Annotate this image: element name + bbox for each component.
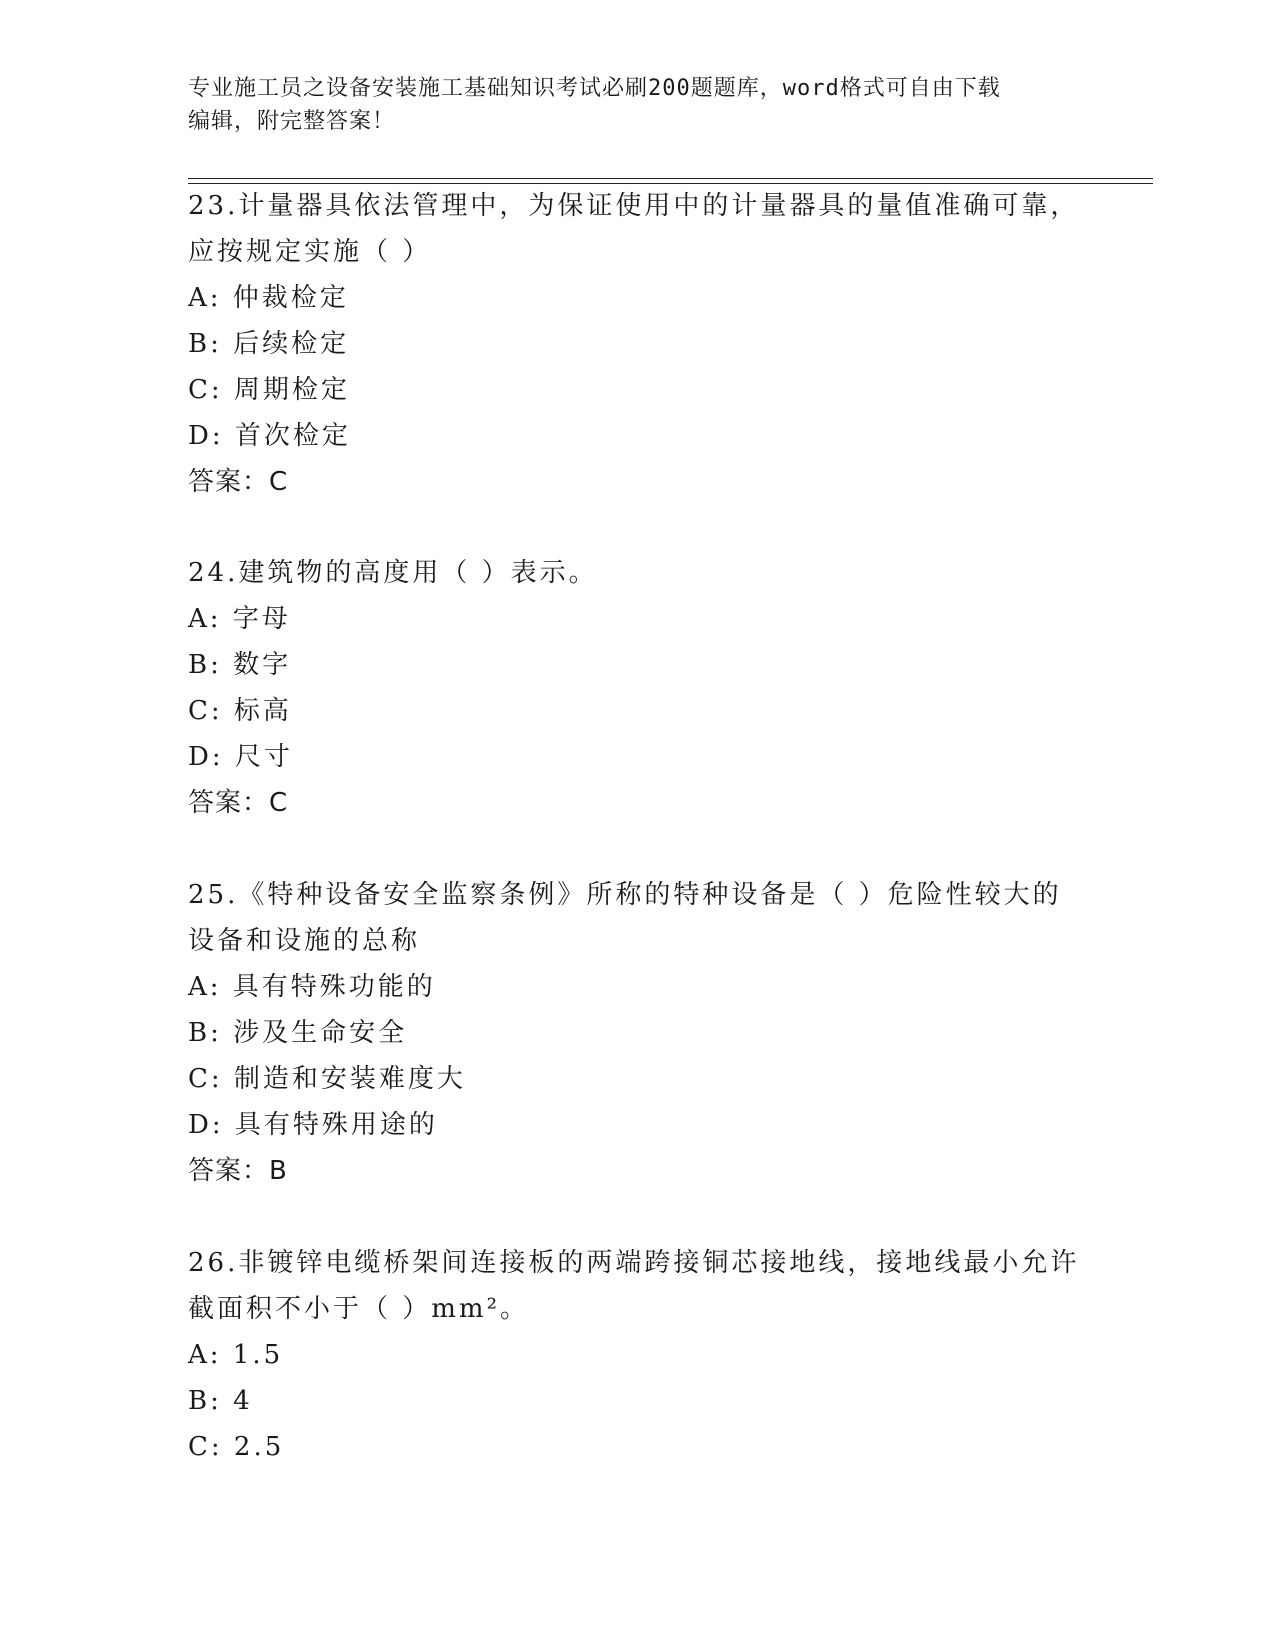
option-c: C: 2.5 [188, 1432, 285, 1462]
option-c: C: 制造和安装难度大 [188, 1064, 466, 1094]
question-stem-line: 26.非镀锌电缆桥架间连接板的两端跨接铜芯接地线，接地线最小允许 [188, 1248, 1080, 1278]
option-a: A: 字母 [188, 604, 291, 634]
document-header [188, 72, 1088, 138]
question-25 [188, 872, 1088, 1194]
option-a: A: 1.5 [188, 1340, 284, 1370]
option-c: C: 周期检定 [188, 375, 350, 405]
option-b: B: 后续检定 [188, 329, 350, 359]
answer: 答案：C [188, 467, 289, 497]
answer: 答案：B [188, 1156, 288, 1186]
question-23 [188, 183, 1088, 505]
question-stem-line: 23.计量器具依法管理中，为保证使用中的计量器具的量值准确可靠， [188, 191, 1080, 221]
question-24 [188, 550, 1088, 826]
question-stem-line: 截面积不小于（ ）mm²。 [188, 1294, 529, 1324]
question-stem-line: 25.《特种设备安全监察条例》所称的特种设备是（ ）危险性较大的 [188, 880, 1062, 910]
option-a: A: 仲裁检定 [188, 283, 349, 313]
option-b: B: 涉及生命安全 [188, 1018, 408, 1048]
question-stem-line: 设备和设施的总称 [188, 926, 421, 956]
header-line-2: 编辑，附完整答案！ [188, 109, 396, 134]
header-divider-top [188, 178, 1153, 179]
question-stem-line: 应按规定实施（ ） [188, 237, 432, 267]
question-stem-line: 24.建筑物的高度用（ ）表示。 [188, 558, 598, 588]
question-26 [188, 1240, 1088, 1470]
option-d: D: 尺寸 [188, 742, 293, 772]
option-b: B: 4 [188, 1386, 253, 1416]
option-b: B: 数字 [188, 650, 292, 680]
header-line-1: 专业施工员之设备安装施工基础知识考试必刷200题题库，word格式可自由下载 [188, 76, 1001, 101]
option-a: A: 具有特殊功能的 [188, 972, 436, 1002]
answer: 答案：C [188, 788, 289, 818]
option-d: D: 具有特殊用途的 [188, 1110, 438, 1140]
option-c: C: 标高 [188, 696, 292, 726]
option-d: D: 首次检定 [188, 421, 351, 451]
